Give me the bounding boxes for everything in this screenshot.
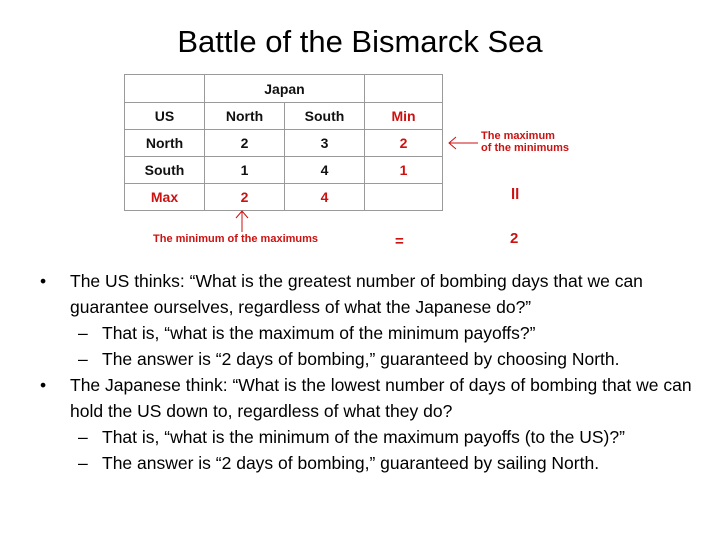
bullet-us-thinks <box>40 268 700 320</box>
cell-south-min: 1 <box>365 157 443 184</box>
cell-max-south: 4 <box>285 184 365 211</box>
cell-south-north: 1 <box>205 157 285 184</box>
sub-bullet-us-2 <box>40 346 700 372</box>
sub-bullet-text: The answer is “2 days of bombing,” guaranteed by choosing North. <box>102 349 620 369</box>
equals-sign: = <box>395 233 404 250</box>
bullet-icon: • <box>40 271 47 291</box>
note-min-of-maxes: The minimum of the maximums <box>153 233 319 245</box>
bullet-icon: • <box>40 375 47 395</box>
sub-bullet-text: That is, “what is the minimum of the maximum payoffs (to the US)?” <box>102 427 625 447</box>
row-label-max: Max <box>125 184 205 211</box>
left-arrow-icon <box>449 137 478 149</box>
equals-vertical-sign: ll <box>511 186 520 203</box>
header-japan-south: South <box>285 103 365 130</box>
note-max-of-mins-line2: of the minimums <box>481 142 570 154</box>
header-min: Min <box>365 103 443 130</box>
cell-north-south: 3 <box>285 130 365 157</box>
header-us: US <box>125 103 205 130</box>
up-arrow-icon <box>236 211 248 232</box>
cell-north-min: 2 <box>365 130 443 157</box>
sub-bullet-japan-2 <box>40 450 700 476</box>
sub-bullet-text: That is, “what is the maximum of the minimum payoffs?” <box>102 323 536 343</box>
result-value: 2 <box>510 230 519 247</box>
cell-south-south: 4 <box>285 157 365 184</box>
dash-icon: – <box>78 349 88 369</box>
dash-icon: – <box>78 323 88 343</box>
cell-max-north: 2 <box>205 184 285 211</box>
dash-icon: – <box>78 453 88 473</box>
sub-bullet-text: The answer is “2 days of bombing,” guaranteed by sailing North. <box>102 453 600 473</box>
dash-icon: – <box>78 427 88 447</box>
sub-bullet-us-1 <box>40 320 700 346</box>
row-label-south: South <box>125 157 205 184</box>
header-japan-north: North <box>205 103 285 130</box>
bullet-japan-thinks <box>40 372 700 424</box>
slide-title: Battle of the Bismarck Sea <box>177 24 543 59</box>
row-label-north: North <box>125 130 205 157</box>
header-japan: Japan <box>205 75 365 103</box>
bullet-text: The US thinks: “What is the greatest number of bombing days that we can guarantee ourselves, regardless of what the Japanese do?” <box>70 271 643 317</box>
bullet-text: The Japanese think: “What is the lowest number of days of bombing that we can hold the US down to, regardless of what they do? <box>70 375 692 421</box>
note-max-of-mins-line1: The maximum <box>481 130 555 142</box>
sub-bullet-japan-1 <box>40 424 700 450</box>
cell-north-north: 2 <box>205 130 285 157</box>
bullet-list <box>40 268 700 476</box>
